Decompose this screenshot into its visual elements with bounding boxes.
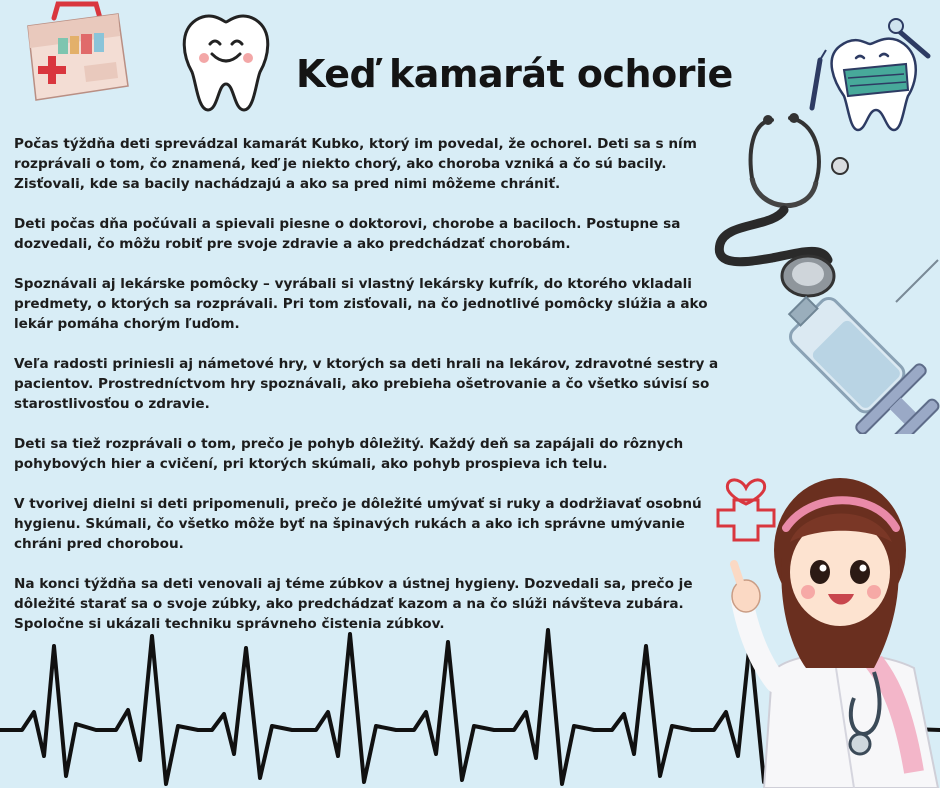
body-text — [14, 134, 720, 654]
paragraph: Spoznávali aj lekárske pomôcky – vyrábali si vlastný lekársky kufrík, do ktorého vkladali predmety, o ktorých sa rozprávali. Pri tom zisťovali, na čo jednotlivé pomôcky slúžia a ako lekár pomáha chorým ľuďom. — [14, 276, 708, 332]
page-title: Keď kamarát ochorie — [296, 52, 733, 96]
paragraph: Počas týždňa deti sprevádzal kamarát Kubko, ktorý im povedal, že ochorel. Deti sa s ním rozprávali o tom, čo znamená, keď je niekto chorý, ako choroba vzniká a čo sú bacily. Zisťovali, kde sa bacily nachádzajú a ako sa pred nimi môžeme chrániť. — [14, 136, 697, 192]
paragraph: Deti počas dňa počúvali a spievali piesne o doktorovi, chorobe a baciloch. Postupne sa dozvedali, čo môžu robiť pre svoje zdravie a ako predchádzať chorobám. — [14, 216, 681, 252]
paragraph: Deti sa tiež rozprávali o tom, prečo je pohyb dôležitý. Každý deň sa zapájali do rôznych pohybových hier a cvičení, pri ktorých skúmali, ako pohyb prospieva ich telu. — [14, 436, 684, 472]
doctor-girl-icon — [724, 472, 940, 788]
paragraph: V tvorivej dielni si deti pripomenuli, prečo je dôležité umývať si ruky a dodržiavať osobnú hygienu. Skúmali, čo všetko môže byť na špinavých rukách a ako ich správne umývanie chráni pred chorobou. — [14, 496, 702, 552]
syringe-icon — [770, 258, 940, 434]
smiling-tooth-icon — [176, 10, 276, 114]
first-aid-kit-icon — [14, 0, 134, 110]
paragraph: Na konci týždňa sa deti venovali aj téme zúbkov a ústnej hygieny. Dozvedali sa, prečo je dôležité starať sa o svoje zúbky, ako predchádzať kazom a na čo slúži návšteva zubára. Spoločne si ukázali techniku správneho čistenia zúbkov. — [14, 576, 693, 632]
paragraph: Veľa radosti priniesli aj námetové hry, v ktorých sa deti hrali na lekárov, zdravotné sestry a pacientov. Prostredníctvom hry spoznávali, ako prebieha ošetrovanie a čo všetko súvisí so starostlivosťou o zdravie. — [14, 356, 719, 412]
